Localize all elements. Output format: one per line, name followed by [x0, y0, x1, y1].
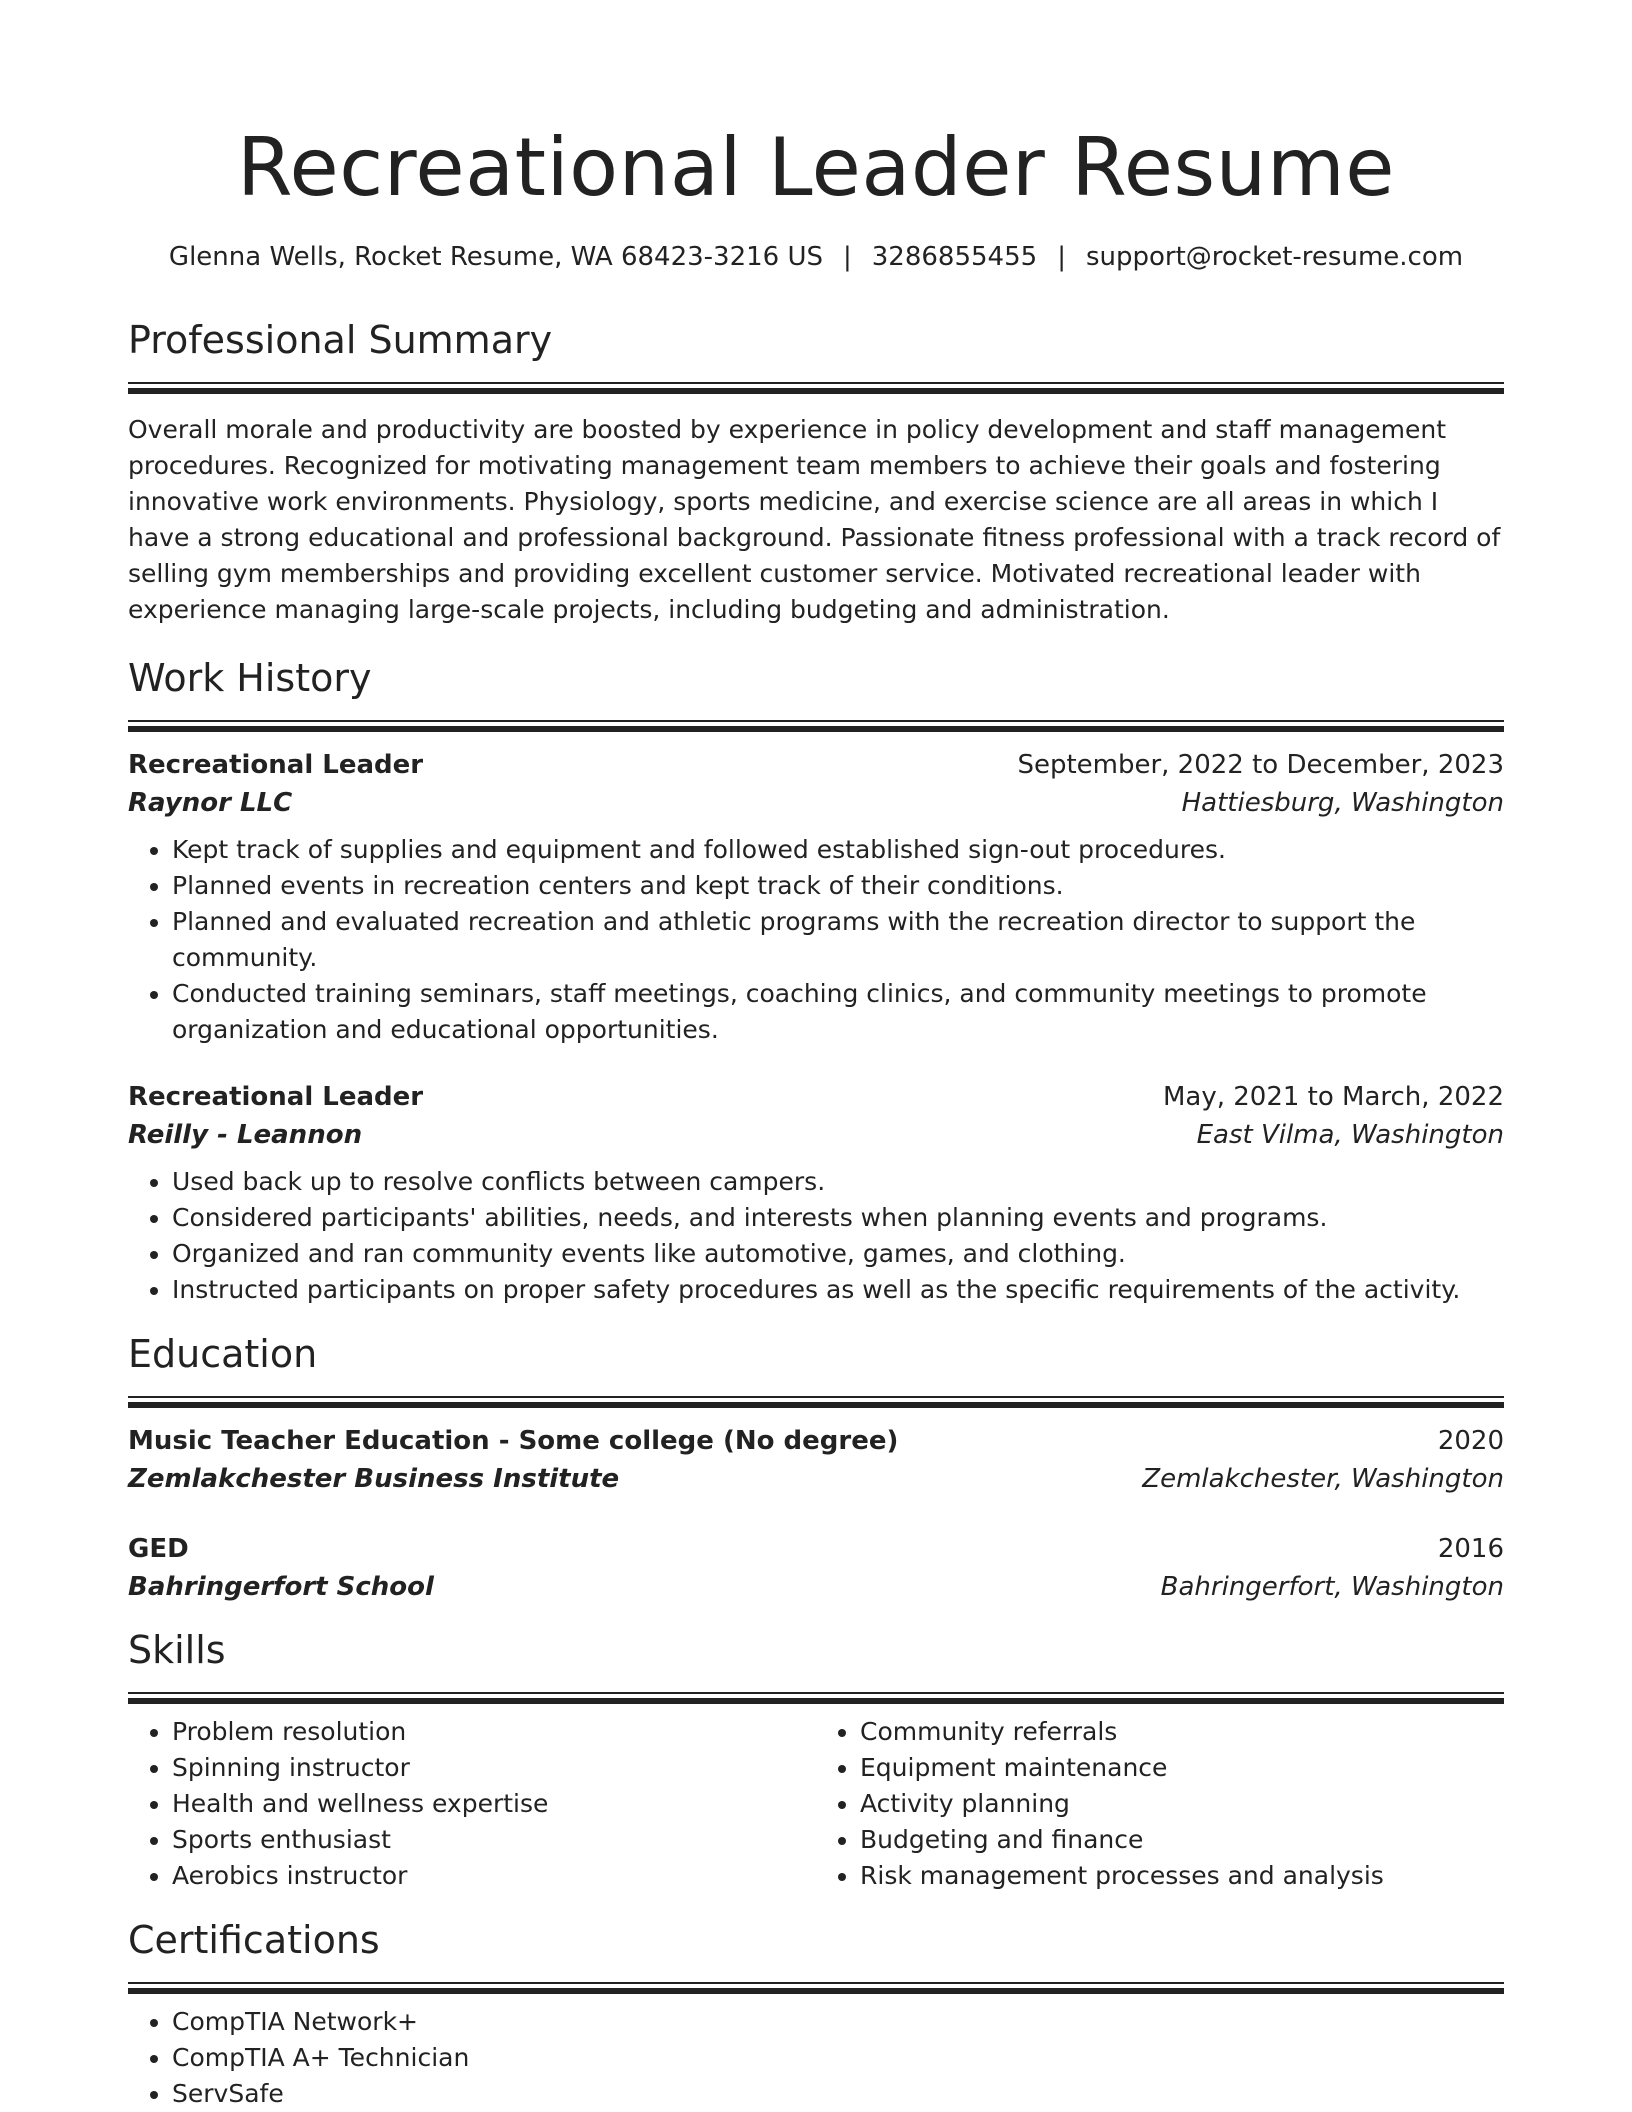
education-header	[128, 1530, 1504, 1568]
education-school: Zemlakchester Business Institute	[128, 1464, 620, 1494]
contact-email: support@rocket-resume.com	[1085, 242, 1464, 272]
certifications-heading: Certifications	[128, 1918, 380, 1962]
skills-section	[128, 1626, 1504, 1894]
education-section	[128, 1330, 1504, 1606]
resume-title: Recreational Leader Resume	[237, 121, 1395, 214]
job-title: Recreational Leader	[128, 1082, 424, 1112]
list-item: • Activity planning	[860, 1786, 1504, 1822]
list-item: • Considered participants' abilities, needs, and interests when planning events and programs.	[172, 1200, 1504, 1236]
education-heading: Education	[128, 1332, 318, 1376]
section-divider	[128, 1982, 1504, 1994]
job-company: Reilly - Leannon	[128, 1120, 363, 1150]
list-item: • Risk management processes and analysis	[860, 1858, 1504, 1894]
job-subheader	[128, 1116, 1504, 1154]
job-location: East Vilma, Washington	[1196, 1120, 1504, 1150]
education-header	[128, 1422, 1504, 1460]
list-item: • Used back up to resolve conflicts between campers.	[172, 1164, 1504, 1200]
list-item: • Planned events in recreation centers and kept track of their conditions.	[172, 868, 1504, 904]
skills-list-right	[816, 1714, 1504, 1894]
education-location: Bahringerfort, Washington	[1160, 1572, 1504, 1602]
education-subheader	[128, 1568, 1504, 1606]
job-header	[128, 1078, 1504, 1116]
list-item: • Kept track of supplies and equipment and followed established sign-out procedures.	[172, 832, 1504, 868]
job-subheader	[128, 784, 1504, 822]
job-company: Raynor LLC	[128, 788, 293, 818]
job-dates: September, 2022 to December, 2023	[1017, 750, 1504, 780]
list-item: • Problem resolution	[172, 1714, 816, 1750]
skills-list-left	[128, 1714, 816, 1894]
list-item: • Equipment maintenance	[860, 1750, 1504, 1786]
contact-address: Glenna Wells, Rocket Resume, WA 68423-3216 US	[168, 242, 823, 272]
job-bullets	[128, 832, 1504, 1048]
list-item: • Budgeting and finance	[860, 1822, 1504, 1858]
section-divider	[128, 1692, 1504, 1704]
list-item: • Planned and evaluated recreation and athletic programs with the recreation director to support the community.	[172, 904, 1504, 976]
job-dates: May, 2021 to March, 2022	[1162, 1082, 1504, 1112]
list-item: • Aerobics instructor	[172, 1858, 816, 1894]
list-item: • ServSafe	[172, 2076, 1504, 2112]
list-item: • Conducted training seminars, staff meetings, coaching clinics, and community meetings to promote organization and educational opportunities.	[172, 976, 1504, 1048]
section-divider	[128, 1396, 1504, 1408]
job-entry	[128, 746, 1504, 1048]
certifications-section	[128, 1916, 1504, 2112]
list-item: • Spinning instructor	[172, 1750, 816, 1786]
summary-heading: Professional Summary	[128, 318, 553, 362]
job-location: Hattiesburg, Washington	[1181, 788, 1504, 818]
work-history-section	[128, 654, 1504, 1308]
education-year: 2016	[1437, 1534, 1504, 1564]
contact-phone: 3286855455	[871, 242, 1038, 272]
contact-separator: |	[843, 242, 852, 272]
education-entry	[128, 1530, 1504, 1606]
list-item: • Community referrals	[860, 1714, 1504, 1750]
skills-columns	[128, 1704, 1504, 1894]
list-item: • Sports enthusiast	[172, 1822, 816, 1858]
education-degree: Music Teacher Education - Some college (No degree)	[128, 1426, 899, 1456]
summary-section	[128, 316, 1504, 628]
list-item: • Organized and ran community events like automotive, games, and clothing.	[172, 1236, 1504, 1272]
education-location: Zemlakchester, Washington	[1142, 1464, 1504, 1494]
education-degree: GED	[128, 1534, 189, 1564]
job-bullets	[128, 1164, 1504, 1308]
list-item: • Instructed participants on proper safety procedures as well as the specific requirements of the activity.	[172, 1272, 1504, 1308]
summary-text: Overall morale and productivity are boosted by experience in policy development and staff management procedures. Recognized for motivating management team members to achieve their goals and fostering innovative work environments. Physiology, sports medicine, and exercise science are all areas in which I have a strong educational and professional background. Passionate fitness professional with a track record of selling gym memberships and providing excellent customer service. Motivated recreational leader with experience managing large-scale projects, including budgeting and administration.	[128, 415, 1501, 624]
education-entry	[128, 1422, 1504, 1498]
contact-line	[128, 240, 1504, 274]
education-subheader	[128, 1460, 1504, 1498]
certifications-list	[128, 2004, 1504, 2112]
list-item: • Health and wellness expertise	[172, 1786, 816, 1822]
section-divider	[128, 382, 1504, 394]
job-title: Recreational Leader	[128, 750, 424, 780]
education-school: Bahringerfort School	[128, 1572, 434, 1602]
skills-heading: Skills	[128, 1628, 226, 1672]
job-header	[128, 746, 1504, 784]
education-year: 2020	[1437, 1426, 1504, 1456]
list-item: • CompTIA Network+	[172, 2004, 1504, 2040]
job-entry	[128, 1078, 1504, 1308]
list-item: • CompTIA A+ Technician	[172, 2040, 1504, 2076]
work-history-heading: Work History	[128, 656, 372, 700]
section-divider	[128, 720, 1504, 732]
contact-separator: |	[1057, 242, 1066, 272]
